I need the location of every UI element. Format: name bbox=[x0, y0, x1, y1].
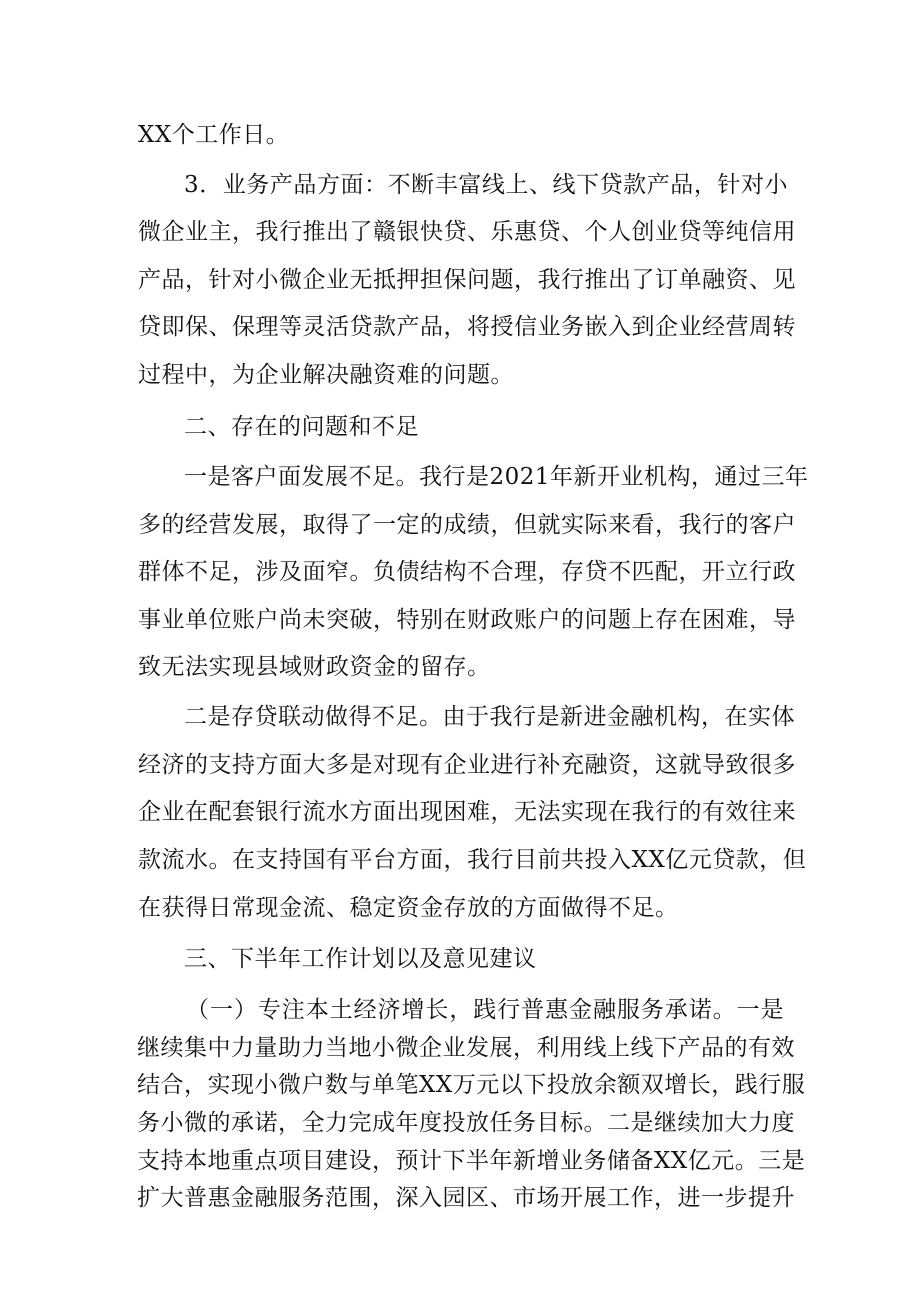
text-line: 贷即保、保理等灵活贷款产品，将授信业务嵌入到企业经营周转 bbox=[138, 314, 796, 340]
text-line: 支持本地重点项目建设，预计下半年新增业务储备XX亿元。三是 bbox=[137, 1148, 806, 1174]
paragraph-start: （一）专注本土经济增长，践行普惠金融服务承诺。一是 bbox=[186, 997, 784, 1023]
text-line: 微企业主，我行推出了赣银快贷、乐惠贷、个人创业贷等纯信用 bbox=[138, 219, 796, 245]
paragraph-start: 二是存贷联动做得不足。由于我行是新进金融机构，在实体 bbox=[184, 704, 795, 730]
text-line: 过程中，为企业解决融资难的问题。 bbox=[138, 362, 514, 388]
text-line: 继续集中力量助力当地小微企业发展，利用线上线下产品的有效 bbox=[137, 1035, 795, 1061]
text-line: 致无法实现县域财政资金的留存。 bbox=[138, 654, 491, 680]
text-line: 经济的支持方面大多是对现有企业进行补充融资，这就导致很多 bbox=[138, 752, 796, 778]
text-line: 群体不足，涉及面窄。负债结构不合理，存贷不匹配，开立行政 bbox=[138, 559, 796, 585]
text-line: 结合，实现小微户数与单笔XX万元以下投放余额双增长，践行服 bbox=[137, 1072, 806, 1098]
text-line: 扩大普惠金融服务范围，深入园区、市场开展工作，进一步提升 bbox=[137, 1185, 795, 1211]
section-heading: 三、下半年工作计划以及意见建议 bbox=[184, 946, 537, 972]
text-line: 企业在配套银行流水方面出现困难，无法实现在我行的有效往来 bbox=[138, 799, 796, 825]
paragraph-start: 一是客户面发展不足。我行是2021年新开业机构，通过三年 bbox=[184, 464, 809, 490]
text-line: 事业单位账户尚未突破，特别在财政账户的问题上存在困难，导 bbox=[138, 607, 796, 633]
paragraph-start: 3．业务产品方面：不断丰富线上、线下贷款产品，针对小 bbox=[184, 172, 788, 198]
text-line: 在获得日常现金流、稳定资金存放的方面做得不足。 bbox=[138, 895, 679, 921]
text-line: 产品，针对小微企业无抵押担保问题，我行推出了订单融资、见 bbox=[138, 267, 796, 293]
section-heading: 二、存在的问题和不足 bbox=[184, 414, 419, 440]
text-line: 务小微的承诺，全力完成年度投放任务目标。二是继续加大力度 bbox=[137, 1110, 795, 1136]
text-line: XX个工作日。 bbox=[138, 122, 290, 148]
text-line: 款流水。在支持国有平台方面，我行目前共投入XX亿元贷款，但 bbox=[138, 847, 807, 873]
text-line: 多的经营发展，取得了一定的成绩，但就实际来看，我行的客户 bbox=[138, 512, 796, 538]
